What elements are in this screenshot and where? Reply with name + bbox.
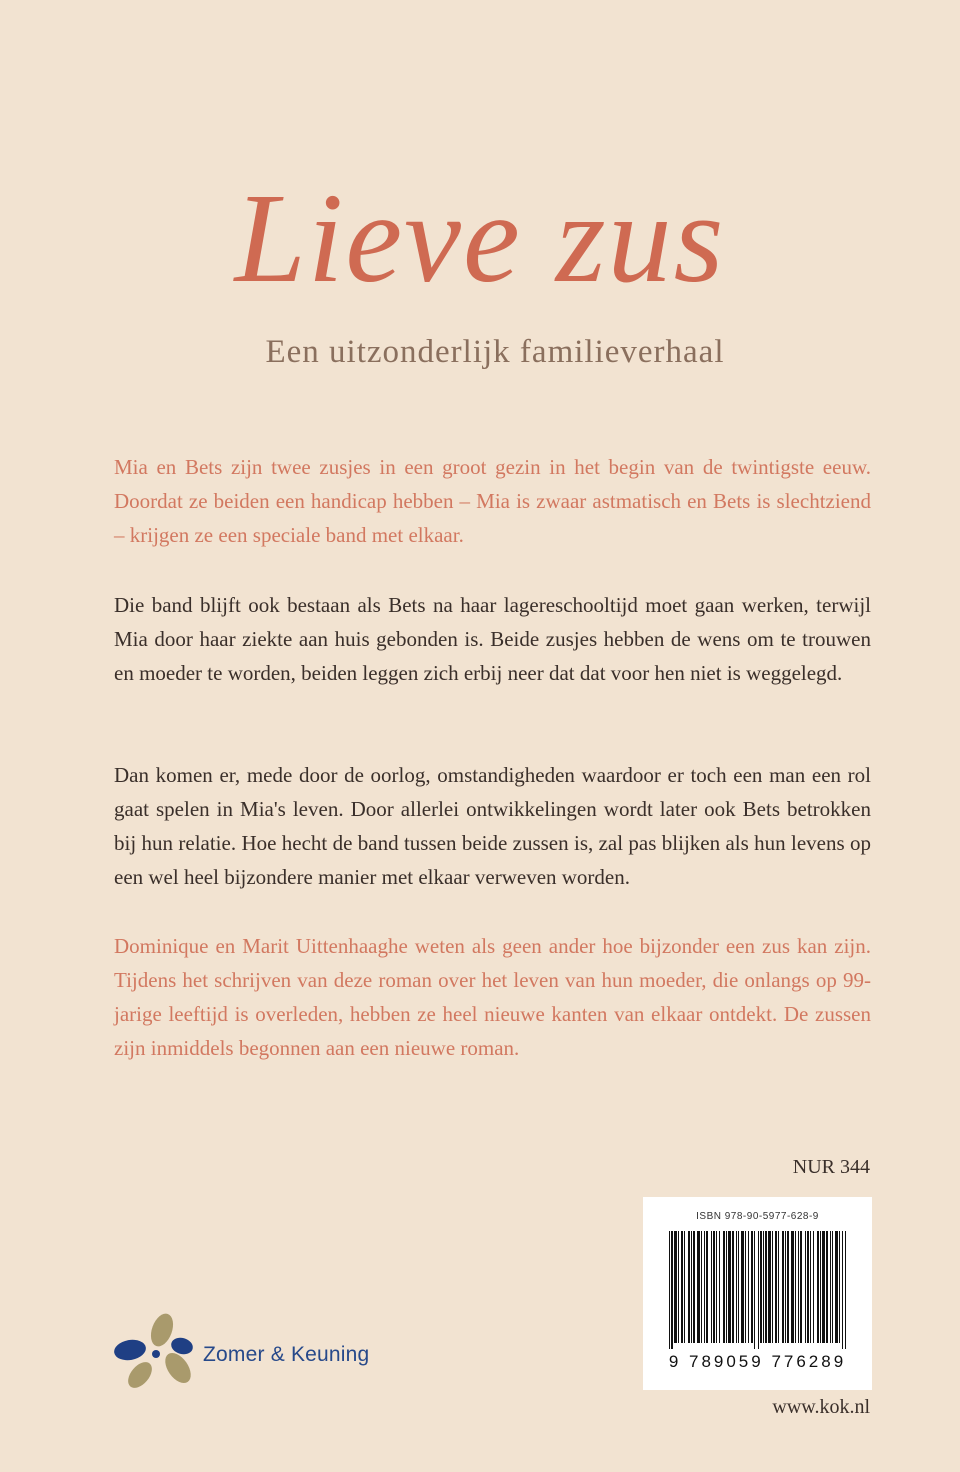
blurb-paragraph-2: Die band blijft ook bestaan als Bets na haar lagereschooltijd moet gaan werken, terwijl Mia door haar ziekte aan huis gebonden is. Beide zusjes hebben de wens om te trouwen en moeder te worden, beiden leggen zich erbij neer dat dat voor hen niet is weggelegd. [114, 593, 871, 685]
barcode-icon [669, 1231, 846, 1349]
publisher-name: Zomer & Keuning [203, 1343, 370, 1366]
barcode-digits: 9 789059 776289 [668, 1352, 847, 1371]
author-paragraph: Dominique en Marit Uittenhaaghe weten als geen ander hoe bijzonder een zus kan zijn. Tijdens het schrijven van deze roman over het leven van hun moeder, die onlangs op 99-jarige leeftijd is overleden, hebben ze heel nieuwe kanten van elkaar ontdekt. De zussen zijn inmiddels begonnen aan een nieuwe roman. [114, 934, 871, 1060]
blurb-paragraph-3: Dan komen er, mede door de oorlog, omstandigheden waardoor er toch een man een rol gaat spelen in Mia's leven. Door allerlei ontwikkelingen wordt later ook Bets betrokken bij hun relatie. Hoe hecht de band tussen beide zussen is, zal pas blijken als hun levens op een wel heel bijzondere manier met elkaar verweven worden. [114, 763, 871, 889]
blurb-paragraph-1: Mia en Bets zijn twee zusjes in een groot gezin in het begin van de twintigste eeuw. Doordat ze beiden een handicap hebben – Mia is zwaar astmatisch en Bets is slechtziend – krijgen ze een speciale band met elkaar. [114, 455, 871, 547]
nur-code: NUR 344 [792, 1156, 870, 1178]
barcode-label [643, 1197, 872, 1390]
website-link: www.kok.nl [772, 1396, 870, 1418]
book-subtitle: Een uitzonderlijk familieverhaal [265, 334, 725, 370]
isbn-text: ISBN 978-90-5977-628-9 [696, 1211, 819, 1222]
publisher-logo-icon [110, 1308, 200, 1398]
book-title: Lieve zus [234, 167, 726, 309]
